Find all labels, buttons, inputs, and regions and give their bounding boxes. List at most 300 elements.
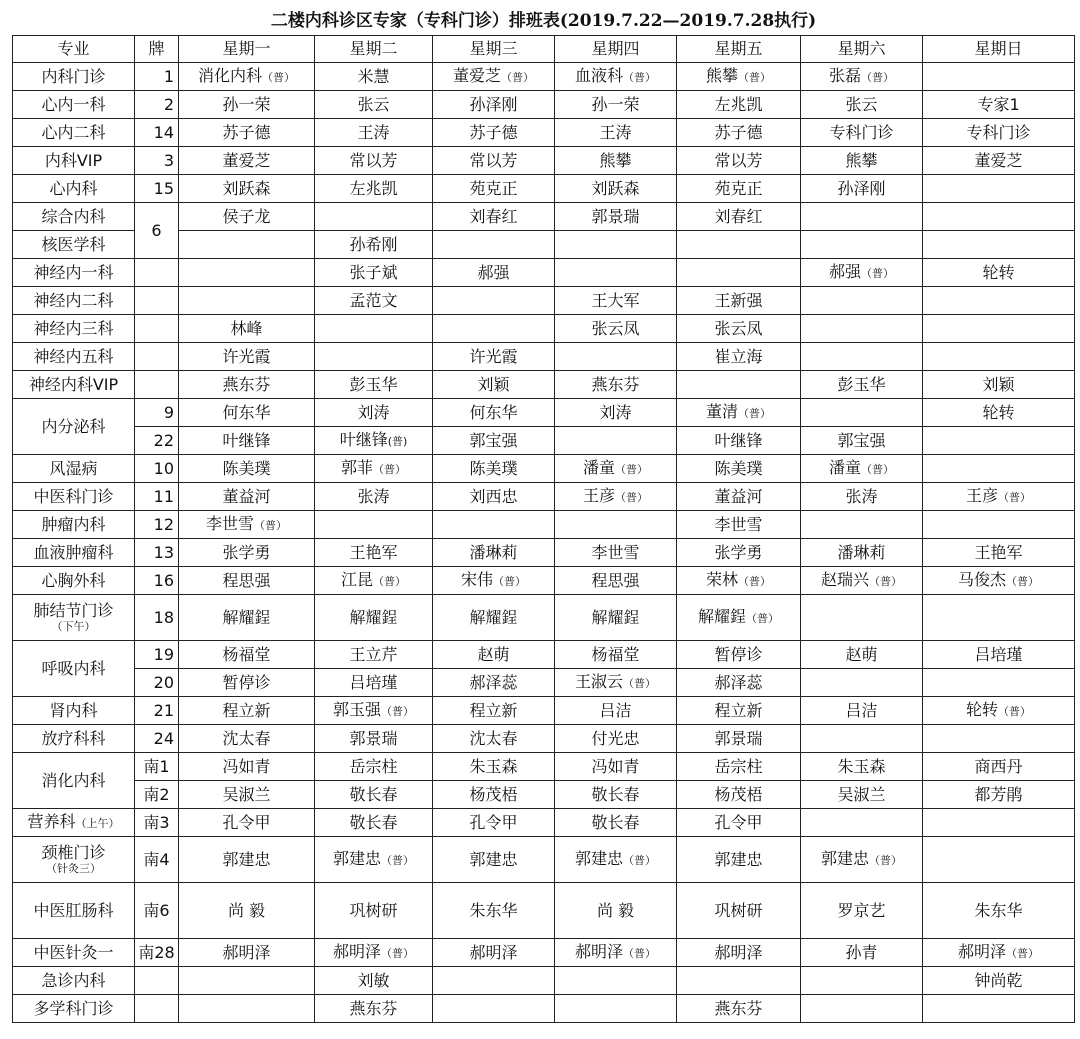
dept-cell [13,287,135,315]
cell-saturday [801,343,923,371]
cell-wednesday [433,259,555,287]
cell-tuesday [315,455,433,483]
cell-tuesday [315,883,433,939]
general-clinic-note: （普） [998,704,1032,718]
room-number: 南2 [143,784,170,804]
table-row [13,725,1075,753]
dept-cell [13,483,135,511]
dept-name: 急诊内科 [41,970,106,990]
cell-wednesday [433,119,555,147]
dept-name: 血液肿瘤科 [33,542,114,562]
cell-wednesday [433,231,555,259]
cell-wednesday [433,595,555,641]
doctor-name: 朱玉森 [469,756,518,776]
room-number: 6 [151,220,162,240]
cell-monday [179,203,315,231]
cell-wednesday [433,641,555,669]
doctor-name: 巩树研 [349,900,398,920]
cell-wednesday [433,967,555,995]
doctor-name: 马俊杰 [958,569,1007,589]
doctor-name: 赵瑞兴 [820,569,869,589]
cell-saturday [801,427,923,455]
dept-cell [13,147,135,175]
doctor-name: 何东华 [469,402,518,422]
cell-monday [179,809,315,837]
cell-friday [677,967,801,995]
cell-sunday [923,837,1075,883]
room-number: 14 [153,122,174,142]
cell-sunday [923,809,1075,837]
doctor-name: 赵萌 [845,644,878,664]
cell-tuesday [315,147,433,175]
cell-thursday [555,539,677,567]
header-saturday: 星期六 [801,36,923,63]
general-clinic-note: （普） [746,611,779,625]
cell-wednesday [433,343,555,371]
doctor-name: 王立芹 [349,644,398,664]
cell-monday [179,399,315,427]
doctor-name: 左兆凯 [714,94,763,114]
cell-saturday [801,511,923,539]
doctor-name: 董爱芝 [222,150,271,170]
cell-monday [179,539,315,567]
doctor-name: 郭建忠 [332,848,381,868]
dept-cell [13,259,135,287]
cell-sunday [923,669,1075,697]
doctor-name: 吕培瑾 [974,644,1023,664]
cell-tuesday [315,231,433,259]
table-row [13,203,1075,231]
dept-name: 心胸外科 [41,570,106,590]
cell-friday [677,595,801,641]
doctor-name: 张云凤 [591,318,640,338]
table-row [13,483,1075,511]
cell-thursday [555,641,677,669]
doctor-name: 付光忠 [591,728,640,748]
cell-monday [179,669,315,697]
doctor-name: 李世雪 [591,542,640,562]
dept-name: 综合内科 [41,206,106,226]
doctor-name: 程立新 [222,700,271,720]
cell-friday [677,231,801,259]
cell-wednesday [433,669,555,697]
cell-saturday [801,287,923,315]
room-number: 20 [153,672,174,692]
cell-thursday [555,809,677,837]
cell-thursday [555,315,677,343]
room-number-cell [135,669,179,697]
doctor-name: 郝明泽 [332,941,381,961]
doctor-name: 刘跃森 [222,178,271,198]
cell-wednesday [433,697,555,725]
dept-cell [13,697,135,725]
cell-sunday [923,725,1075,753]
cell-wednesday [433,939,555,967]
doctor-name: 何东华 [222,402,271,422]
dept-name: 呼吸内科 [41,658,106,678]
general-clinic-note: （普） [381,704,414,718]
room-number: 24 [153,728,174,748]
cell-tuesday [315,287,433,315]
cell-wednesday [433,63,555,91]
cell-wednesday [433,837,555,883]
cell-saturday [801,883,923,939]
doctor-name: 孙希刚 [349,234,398,254]
cell-sunday [923,595,1075,641]
dept-cell [13,595,135,641]
doctor-name: 燕东芬 [222,374,271,394]
cell-thursday [555,203,677,231]
cell-thursday [555,231,677,259]
doctor-name: 刘西忠 [469,486,518,506]
cell-friday [677,455,801,483]
cell-thursday [555,995,677,1023]
cell-thursday [555,483,677,511]
doctor-name: 暂停诊 [222,672,271,692]
table-row [13,371,1075,399]
general-clinic-note: （普） [1006,946,1040,960]
cell-sunday [923,91,1075,119]
doctor-name: 孔令甲 [222,812,271,832]
table-row [13,511,1075,539]
doctor-name: 李世雪 [714,514,763,534]
doctor-name: 王涛 [599,122,632,142]
doctor-name: 董益河 [222,486,271,506]
cell-wednesday [433,399,555,427]
cell-sunday [923,231,1075,259]
cell-sunday [923,455,1075,483]
room-number: 南3 [143,812,170,832]
doctor-name: 王大军 [591,290,640,310]
room-number: 21 [153,700,174,720]
cell-monday [179,343,315,371]
doctor-name: 暂停诊 [714,644,763,664]
doctor-name: 熊攀 [845,150,878,170]
cell-wednesday [433,539,555,567]
cell-friday [677,175,801,203]
doctor-name: 郭菲 [340,457,373,477]
cell-tuesday [315,539,433,567]
dept-name: 肾内科 [49,700,98,720]
cell-friday [677,287,801,315]
cell-friday [677,809,801,837]
cell-wednesday [433,883,555,939]
dept-name: 风湿病 [49,458,98,478]
cell-thursday [555,175,677,203]
dept-cell [13,995,135,1023]
doctor-name: 郭宝强 [837,430,886,450]
cell-friday [677,399,801,427]
cell-tuesday [315,119,433,147]
doctor-name: 朱玉森 [837,756,886,776]
dept-cell [13,455,135,483]
doctor-name: 许光霞 [469,346,518,366]
doctor-name: 郝明泽 [222,942,271,962]
doctor-name: 郝明泽 [469,942,518,962]
doctor-name: 刘跃森 [591,178,640,198]
general-clinic-note: （普） [623,70,656,84]
doctor-name: 刘春红 [469,206,518,226]
doctor-name: 孔令甲 [714,812,763,832]
room-number: 13 [153,542,174,562]
room-number-cell [135,259,179,287]
doctor-name: 张学勇 [714,542,763,562]
doctor-name: 潘琳莉 [469,542,518,562]
room-number-cell [135,781,179,809]
general-clinic-note: （普） [998,490,1032,504]
room-number: 18 [153,607,174,627]
header-friday: 星期五 [677,36,801,63]
cell-friday [677,567,801,595]
table-row [13,343,1075,371]
dept-name: 肿瘤内科 [41,514,106,534]
cell-thursday [555,63,677,91]
cell-friday [677,939,801,967]
doctor-name: 冯如青 [591,756,640,776]
doctor-name: 崔立海 [714,346,763,366]
doctor-name: 叶继锋 [714,430,763,450]
room-number: 19 [153,644,174,664]
cell-sunday [923,781,1075,809]
doctor-name: 敬长春 [591,812,640,832]
dept-name: 消化内科 [41,770,106,790]
cell-monday [179,697,315,725]
cell-friday [677,147,801,175]
cell-tuesday [315,939,433,967]
general-clinic-note: （普） [262,70,295,84]
cell-friday [677,669,801,697]
dept-name: 营养科 [27,811,76,831]
cell-saturday [801,809,923,837]
cell-monday [179,781,315,809]
table-row [13,781,1075,809]
cell-saturday [801,837,923,883]
room-number: 15 [153,178,174,198]
doctor-name: 刘春红 [714,206,763,226]
doctor-name: 郭建忠 [574,848,623,868]
table-row [13,837,1075,883]
dept-note: （上午） [75,816,120,830]
dept-cell [13,883,135,939]
doctor-name: 董清 [705,401,738,421]
general-clinic-note: （普） [738,406,771,420]
dept-name: 心内一科 [41,94,106,114]
table-row [13,399,1075,427]
doctor-name: 彭玉华 [349,374,398,394]
cell-monday [179,883,315,939]
dept-cell [13,939,135,967]
general-clinic-note: （普） [738,574,771,588]
doctor-name: 程立新 [469,700,518,720]
cell-tuesday [315,399,433,427]
doctor-name: 朱东华 [974,900,1023,920]
dept-name: 心内二科 [41,122,106,142]
doctor-name: 程思强 [591,570,640,590]
cell-thursday [555,91,677,119]
cell-monday [179,595,315,641]
doctor-name: 王涛 [357,122,390,142]
dept-name: 放疗科科 [41,728,106,748]
cell-wednesday [433,315,555,343]
cell-wednesday [433,753,555,781]
room-number-cell [135,455,179,483]
cell-thursday [555,259,677,287]
dept-name: 神经内三科 [33,318,114,338]
dept-cell [13,967,135,995]
doctor-name: 专科门诊 [966,122,1031,142]
room-number: 3 [163,150,174,170]
room-number-cell [135,203,179,259]
doctor-name: 沈太春 [222,728,271,748]
room-number-cell [135,63,179,91]
cell-sunday [923,203,1075,231]
cell-friday [677,203,801,231]
doctor-name: 解耀鋥 [591,607,640,627]
dept-name: 内科门诊 [41,66,106,86]
doctor-name: 刘颖 [982,374,1015,394]
general-clinic-note: （普） [869,853,902,867]
cell-friday [677,641,801,669]
schedule-table [12,6,1075,1023]
room-number: 11 [153,486,174,506]
dept-cell [13,837,135,883]
header-tuesday: 星期二 [315,36,433,63]
doctor-name: 董益河 [714,486,763,506]
doctor-name: 潘童 [582,457,615,477]
cell-wednesday [433,995,555,1023]
doctor-name: 燕东芬 [349,998,398,1018]
general-clinic-note: （普） [1006,574,1040,588]
doctor-name: 常以芳 [469,150,518,170]
doctor-name: 张涛 [845,486,878,506]
doctor-name: 郝强 [477,262,510,282]
room-number: 南28 [138,942,175,962]
cell-saturday [801,995,923,1023]
cell-saturday [801,203,923,231]
cell-thursday [555,343,677,371]
cell-sunday [923,399,1075,427]
cell-thursday [555,669,677,697]
cell-monday [179,967,315,995]
general-clinic-note: （普） [861,462,894,476]
room-number-cell [135,427,179,455]
doctor-name: 苑克正 [714,178,763,198]
dept-note: （下午） [51,620,96,633]
doctor-name: 张涛 [357,486,390,506]
doctor-name: 轮转 [966,699,999,719]
cell-monday [179,63,315,91]
cell-friday [677,697,801,725]
room-number-cell [135,371,179,399]
cell-monday [179,287,315,315]
doctor-name: 吴淑兰 [837,784,886,804]
doctor-name: 张学勇 [222,542,271,562]
cell-thursday [555,697,677,725]
cell-monday [179,147,315,175]
cell-sunday [923,511,1075,539]
dept-cell [13,91,135,119]
general-clinic-note: (普) [387,434,408,448]
table-row [13,427,1075,455]
cell-saturday [801,641,923,669]
room-number: 12 [153,514,174,534]
doctor-name: 陈美璞 [469,458,518,478]
general-clinic-note: （普） [623,946,656,960]
cell-saturday [801,371,923,399]
cell-thursday [555,883,677,939]
doctor-name: 敬长春 [591,784,640,804]
doctor-name: 常以芳 [349,150,398,170]
cell-monday [179,175,315,203]
cell-monday [179,483,315,511]
room-number-cell [135,539,179,567]
table-row [13,259,1075,287]
doctor-name: 郝明泽 [574,941,623,961]
cell-monday [179,995,315,1023]
cell-friday [677,315,801,343]
general-clinic-note: （普） [861,70,894,84]
doctor-name: 巩树研 [714,900,763,920]
doctor-name: 燕东芬 [591,374,640,394]
doctor-name: 解耀鋥 [349,607,398,627]
cell-saturday [801,119,923,147]
table-row [13,119,1075,147]
table-row [13,595,1075,641]
cell-saturday [801,697,923,725]
doctor-name: 孔令甲 [469,812,518,832]
doctor-name: 王彦 [966,485,999,505]
cell-sunday [923,939,1075,967]
doctor-name: 都芳鹃 [974,784,1023,804]
dept-cell [13,539,135,567]
doctor-name: 孙青 [845,942,878,962]
cell-thursday [555,781,677,809]
doctor-name: 常以芳 [714,150,763,170]
doctor-name: 董爱芝 [974,150,1023,170]
general-clinic-note: （普） [623,676,656,690]
cell-sunday [923,147,1075,175]
doctor-name: 王艳军 [974,542,1023,562]
header-sunday: 星期日 [923,36,1075,63]
doctor-name: 岳宗柱 [714,756,763,776]
doctor-name: 杨茂梧 [714,784,763,804]
doctor-name: 郭景瑞 [349,728,398,748]
room-number: 2 [163,94,174,114]
doctor-name: 郭建忠 [222,849,271,869]
general-clinic-note: （普） [869,574,902,588]
room-number-cell [135,315,179,343]
doctor-name: 轮转 [982,402,1015,422]
cell-tuesday [315,203,433,231]
doctor-name: 张云 [357,94,390,114]
doctor-name: 郝泽蕊 [469,672,518,692]
cell-saturday [801,175,923,203]
cell-saturday [801,91,923,119]
cell-monday [179,567,315,595]
dept-name: 心内科 [49,178,98,198]
doctor-name: 尚 毅 [227,900,266,920]
cell-thursday [555,147,677,175]
cell-saturday [801,455,923,483]
doctor-name: 专家1 [977,94,1020,114]
room-number-cell [135,399,179,427]
cell-wednesday [433,175,555,203]
cell-friday [677,753,801,781]
general-clinic-note: （普） [501,70,534,84]
dept-cell [13,119,135,147]
doctor-name: 郭景瑞 [714,728,763,748]
doctor-name: 程思强 [222,570,271,590]
